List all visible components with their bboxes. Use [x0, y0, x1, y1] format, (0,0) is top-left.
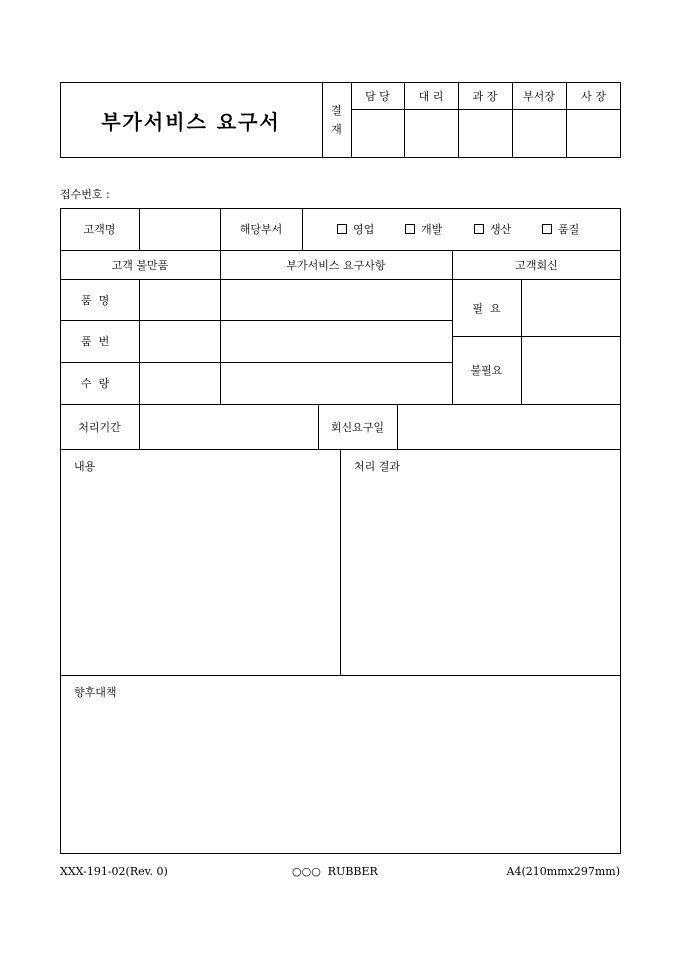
- requirement-field-1[interactable]: [221, 280, 451, 320]
- not-needed-label: 불필요: [470, 364, 503, 377]
- quantity-field[interactable]: [140, 363, 219, 404]
- future-measures-label: 향후대책: [74, 686, 117, 699]
- requirement-field-3[interactable]: [221, 363, 451, 404]
- content-field[interactable]: [61, 474, 339, 674]
- quantity-label: 수 량: [81, 377, 110, 390]
- department-label: 해당부서: [239, 223, 283, 236]
- checkbox-icon: [337, 224, 347, 234]
- approver-staff: 담 당: [365, 89, 390, 103]
- col-divider: [302, 208, 303, 250]
- requirement-field-2[interactable]: [221, 321, 451, 362]
- row-divider: [60, 675, 621, 676]
- dept-option-development[interactable]: [405, 222, 442, 236]
- needed-label: 필 요: [472, 301, 501, 315]
- product-number-field[interactable]: [140, 321, 219, 362]
- approval-label-2: 재: [331, 123, 342, 136]
- dept-option-label: 생산: [490, 223, 512, 236]
- requirement-header: 부가서비스 요구사항: [286, 258, 386, 272]
- result-label: 처리 결과: [354, 460, 401, 473]
- sign-box-dept-head[interactable]: [513, 110, 565, 157]
- sign-box-assistant-manager[interactable]: [405, 110, 457, 157]
- result-field[interactable]: [341, 474, 620, 674]
- footer-paper-size: A4(210mmx297mm): [506, 865, 620, 878]
- processing-period-field[interactable]: [140, 405, 318, 449]
- customer-reply-header: 고객회신: [515, 258, 558, 272]
- reply-request-date-label: 회신요구일: [330, 420, 385, 434]
- approval-label-1: 결: [331, 104, 342, 117]
- checkbox-icon: [405, 224, 415, 234]
- needed-field[interactable]: [522, 280, 620, 336]
- dept-option-production[interactable]: [474, 222, 511, 236]
- reply-request-date-field[interactable]: [398, 405, 620, 449]
- approver-assistant-manager: 대 리: [418, 89, 444, 103]
- form-title: 부가서비스 요구서: [101, 109, 281, 134]
- footer-company: ○○○ RUBBER: [292, 865, 378, 878]
- customer-name-label: 고객명: [83, 223, 116, 236]
- dept-option-quality[interactable]: [542, 222, 579, 236]
- checkbox-icon: [474, 224, 484, 234]
- content-label: 내용: [74, 460, 96, 473]
- dept-option-label: 영업: [353, 223, 375, 236]
- dept-option-label: 개발: [421, 223, 443, 236]
- approver-manager: 과 장: [472, 89, 498, 103]
- dept-option-label: 품질: [558, 223, 580, 236]
- complaint-product-header: 고객 불만품: [111, 258, 169, 272]
- approver-dept-head: 부서장: [523, 89, 555, 103]
- checkbox-icon: [542, 224, 552, 234]
- dept-option-sales[interactable]: [337, 222, 374, 236]
- product-name-label: 품 명: [81, 293, 110, 307]
- approver-president: 사 장: [581, 89, 606, 103]
- customer-name-field[interactable]: [140, 209, 219, 249]
- sign-box-manager[interactable]: [459, 110, 511, 157]
- receipt-number-label: 접수번호 :: [60, 188, 110, 201]
- footer-doc-code: XXX-191-02(Rev. 0): [60, 865, 168, 878]
- sign-box-president[interactable]: [567, 110, 620, 157]
- approval-label-cell: [322, 82, 351, 158]
- processing-period-label: 처리기간: [78, 420, 121, 434]
- sign-box-staff[interactable]: [352, 110, 403, 157]
- product-name-field[interactable]: [140, 280, 219, 320]
- product-number-label: 품 번: [81, 335, 110, 348]
- not-needed-field[interactable]: [522, 337, 620, 404]
- future-measures-field[interactable]: [61, 700, 620, 853]
